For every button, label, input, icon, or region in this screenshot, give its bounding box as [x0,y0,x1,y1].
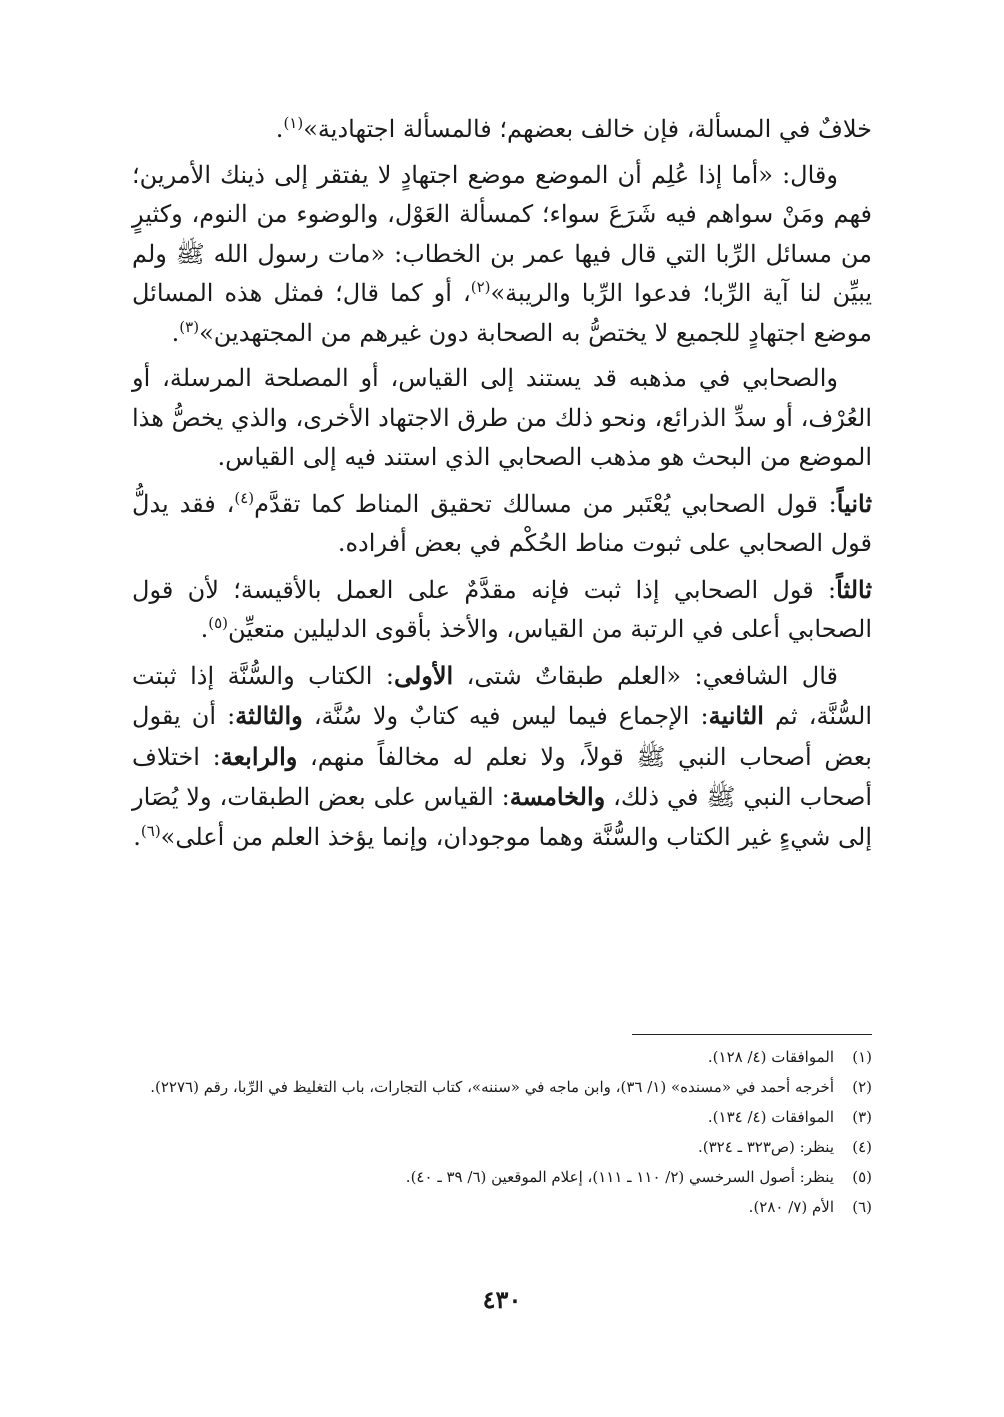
paragraph-6-part-6: : القياس على بعض الطبقات، ولا يُصَار إلى شيءٍ غير الكتاب والسُّنَّة وهما موجودان، وإنما يؤخذ العلم من أعلى» [132,783,872,851]
paragraph-3 [132,359,872,478]
footnote-ref-5: (٥) [208,614,228,632]
paragraph-6-part-1: قال الشافعي: «العلم طبقاتٌ شتى، [453,661,838,690]
term-second: الثانية [708,701,764,730]
footnote-ref-6: (٦) [140,821,161,840]
footnote-ref-4: (٤) [234,488,255,507]
paragraph-4-tail: ، فقد يدلُّ قول الصحابي على ثبوت مناط الحُكْم في بعض أفراده. [132,489,872,557]
footnote-number: (٣) [852,1108,872,1126]
term-fourth: والرابعة [220,741,298,771]
paragraph-1-text: خلافٌ في المسألة، فإن خالف بعضهم؛ فالمسألة اجتهادية» [303,115,872,143]
paragraph-3-text: والصحابي في مذهبه قد يستند إلى القياس، أو المصلحة المرسلة، أو العُرْف، أو سدِّ الذرائع، ونحو ذلك من طرق الاجتهاد الأخرى، والذي يخصُّ هذا الموضع من البحث هو مذهب الصحابي الذي استند فيه إلى القياس. [132,364,872,471]
footnote-separator [632,1034,872,1035]
footnote-item [132,1134,872,1160]
paragraph-6-part-2: : الكتاب والسُّنَّة إذا ثبتت السُّنَّة، ثم [132,661,873,730]
footnote-text: الأم (٧/ ٢٨٠). [748,1198,834,1216]
paragraph-5-tail: . [200,615,209,643]
paragraph-6-part-4: : أن يقول بعض أصحاب النبي ﷺ قولاً، ولا نعلم له مخالفاً منهم، [132,702,872,771]
paragraph-4 [132,484,872,564]
paragraph-6-tail: . [133,822,141,851]
paragraph-2-tail: . [171,318,180,347]
heading-third: ثالثاً [836,574,872,604]
footnotes [132,1044,872,1224]
main-text [132,110,872,863]
paragraph-6-part-5: : اختلاف أصحاب النبي ﷺ في ذلك، [132,742,873,811]
footnote-number: (٥) [852,1168,872,1186]
footnote-text: ينظر: أصول السرخسي (٢/ ١١٠ ـ ١١١)، إعلام الموقعين (٦/ ٣٩ ـ ٤٠). [405,1168,834,1186]
paragraph-4-text: : قول الصحابي يُعْتَبر من مسالك تحقيق المناط كما تقدَّم [254,489,837,518]
footnote-item [132,1194,872,1220]
heading-second: ثانياً [836,488,872,518]
footnote-item [132,1044,872,1070]
term-third: والثالثة [235,701,303,730]
paragraph-5 [132,570,872,650]
footnote-ref-1: (١) [283,114,304,132]
footnote-item [132,1164,872,1190]
footnote-ref-2: (٢) [470,278,491,296]
footnote-text: ينظر: (ص٣٢٣ ـ ٣٢٤). [698,1138,834,1156]
term-first: الأولى [393,660,454,690]
paragraph-1-tail: . [275,115,284,143]
footnote-number: (١) [852,1048,872,1066]
paragraph-2-mid: ، أو كما قال؛ فمثل هذه المسائل موضع اجتهادٍ للجميع لا يختصُّ به الصحابة دون غيرهم من المجتهدين» [132,279,872,347]
paragraph-2-text: وقال: «أما إذا عُلِم أن الموضع موضع اجتهادٍ لا يفتقر إلى ذينك الأمرين؛ فهم ومَنْ سواهم فيه شَرَعَ سواء؛ كمسألة العَوْل، والوضوء من النوم، وكثيرٍ من مسائل الرِّبا التي قال فيها عمر بن الخطاب: «مات رسول الله ﷺ ولم يبيِّن لنا آية الرِّبا؛ فدعوا الرِّبا والريبة» [132,160,872,307]
footnote-text: الموافقات (٤/ ١٣٤). [707,1108,834,1126]
paragraph-6-part-3: : الإجماع فيما ليس فيه كتابٌ ولا سُنَّة، [302,702,709,730]
term-fifth: والخامسة [509,782,606,811]
paragraph-5-text: : قول الصحابي إذا ثبت فإنه مقدَّمٌ على العمل بالأقيسة؛ لأن قول الصحابي أعلى في الرتبة من القياس، والأخذ بأقوى الدليلين متعيِّن [132,575,872,643]
footnote-ref-3: (٣) [179,317,200,336]
footnote-number: (٢) [852,1078,872,1096]
paragraph-6 [132,656,872,858]
footnote-item [132,1104,872,1130]
footnote-number: (٦) [852,1198,872,1216]
page-number: ٤٣٠ [482,1285,522,1314]
paragraph-1 [132,110,872,150]
footnote-text: الموافقات (٤/ ١٢٨). [707,1048,834,1066]
footnote-item [132,1074,872,1100]
paragraph-2 [132,156,872,354]
footnote-text: أخرجه أحمد في «مسنده» (١/ ٣٦)، وابن ماجه في «سننه»، كتاب التجارات، باب التغليظ في الرِّبا، رقم (٢٢٧٦). [150,1078,834,1096]
footnote-number: (٤) [852,1138,872,1156]
